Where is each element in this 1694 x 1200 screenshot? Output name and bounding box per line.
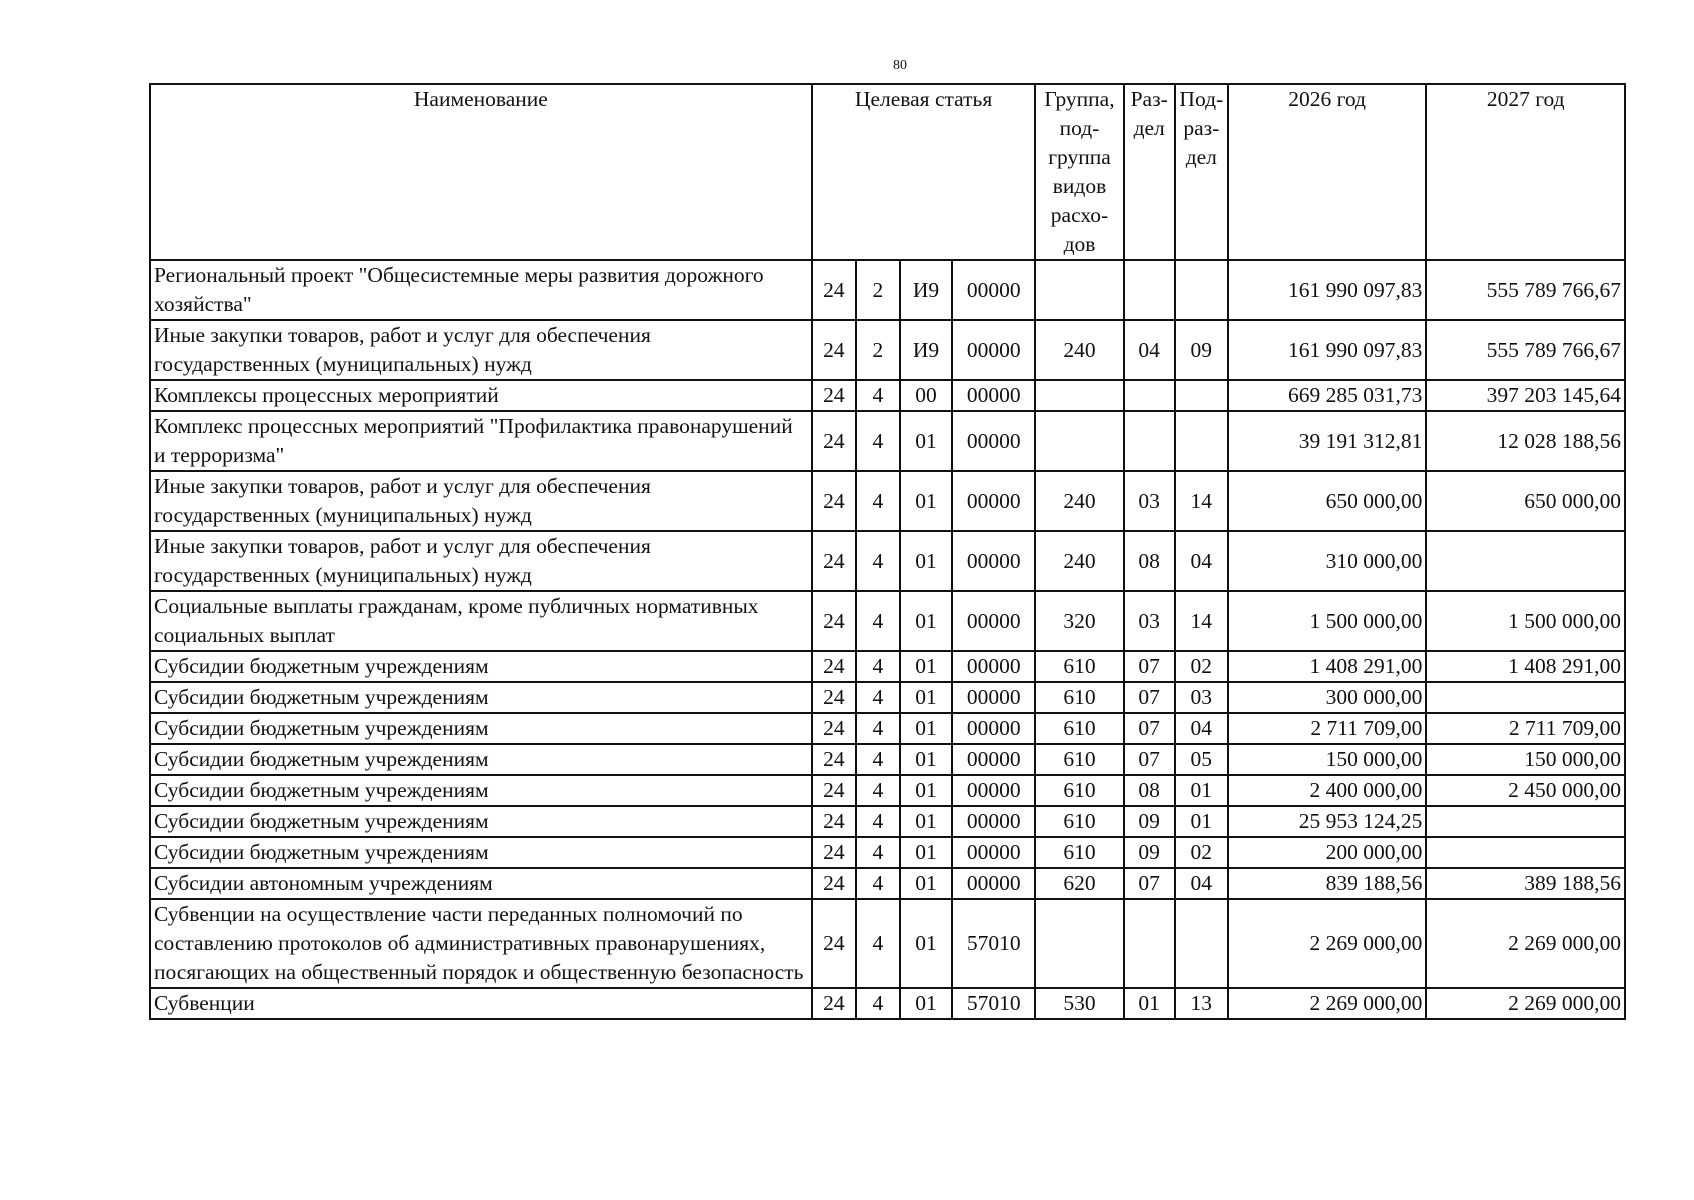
- row-amount-2027: 150 000,00: [1426, 744, 1625, 775]
- table-row: [150, 988, 1625, 1019]
- row-target-subprogram: 4: [856, 682, 900, 713]
- table-row: [150, 713, 1625, 744]
- row-name: Субсидии бюджетным учреждениям: [150, 837, 812, 868]
- row-amount-2026: 839 188,56: [1228, 868, 1427, 899]
- row-amount-2027: 2 269 000,00: [1426, 899, 1625, 988]
- row-target-event: И9: [900, 320, 952, 380]
- row-target-program: 24: [812, 380, 856, 411]
- page-number: 80: [893, 58, 907, 73]
- row-target-event: 01: [900, 591, 952, 651]
- row-amount-2026: 39 191 312,81: [1228, 411, 1427, 471]
- table-row: [150, 320, 1625, 380]
- row-target-subprogram: 4: [856, 591, 900, 651]
- row-name: Иные закупки товаров, работ и услуг для обеспечения государственных (муниципальных) нужд: [150, 531, 812, 591]
- row-amount-2027: [1426, 531, 1625, 591]
- row-target-subprogram: 4: [856, 411, 900, 471]
- row-target-direction: 57010: [952, 899, 1035, 988]
- row-expense-group: 610: [1035, 651, 1123, 682]
- row-section: 03: [1124, 591, 1175, 651]
- row-amount-2027: [1426, 837, 1625, 868]
- row-subsection: 02: [1175, 837, 1228, 868]
- row-subsection: 14: [1175, 471, 1228, 531]
- row-amount-2026: 161 990 097,83: [1228, 320, 1427, 380]
- table-row: [150, 744, 1625, 775]
- row-target-direction: 00000: [952, 411, 1035, 471]
- row-target-direction: 00000: [952, 806, 1035, 837]
- row-expense-group: 620: [1035, 868, 1123, 899]
- row-target-subprogram: 2: [856, 320, 900, 380]
- row-target-direction: 00000: [952, 682, 1035, 713]
- row-amount-2026: 300 000,00: [1228, 682, 1427, 713]
- row-target-event: 01: [900, 806, 952, 837]
- header-2026: 2026 год: [1228, 84, 1427, 260]
- row-subsection: 04: [1175, 531, 1228, 591]
- table-row: [150, 899, 1625, 988]
- row-expense-group: 610: [1035, 837, 1123, 868]
- table-row: [150, 868, 1625, 899]
- row-name: Иные закупки товаров, работ и услуг для обеспечения государственных (муниципальных) нужд: [150, 320, 812, 380]
- row-target-event: 01: [900, 744, 952, 775]
- row-target-program: 24: [812, 591, 856, 651]
- row-target-subprogram: 4: [856, 713, 900, 744]
- row-section: 07: [1124, 651, 1175, 682]
- row-target-event: 01: [900, 651, 952, 682]
- row-expense-group: 320: [1035, 591, 1123, 651]
- row-amount-2026: 161 990 097,83: [1228, 260, 1427, 320]
- row-target-direction: 00000: [952, 320, 1035, 380]
- table-row: [150, 775, 1625, 806]
- row-subsection: [1175, 260, 1228, 320]
- row-section: 08: [1124, 531, 1175, 591]
- row-target-event: 01: [900, 471, 952, 531]
- row-target-program: 24: [812, 320, 856, 380]
- table-row: [150, 591, 1625, 651]
- row-expense-group: 610: [1035, 775, 1123, 806]
- row-target-direction: 00000: [952, 775, 1035, 806]
- row-target-subprogram: 4: [856, 988, 900, 1019]
- row-subsection: 05: [1175, 744, 1228, 775]
- header-2027: 2027 год: [1426, 84, 1625, 260]
- row-name: Субсидии бюджетным учреждениям: [150, 651, 812, 682]
- row-section: 09: [1124, 837, 1175, 868]
- row-amount-2027: 397 203 145,64: [1426, 380, 1625, 411]
- row-amount-2026: 650 000,00: [1228, 471, 1427, 531]
- row-target-program: 24: [812, 260, 856, 320]
- table-row: [150, 837, 1625, 868]
- row-target-program: 24: [812, 411, 856, 471]
- row-amount-2026: 310 000,00: [1228, 531, 1427, 591]
- table-row: [150, 380, 1625, 411]
- table-row: [150, 806, 1625, 837]
- table-row: [150, 411, 1625, 471]
- row-name: Субвенции на осуществление части переданных полномочий по составлению протоколов об административных правонарушениях, посягающих на общественный порядок и общественную безопасность: [150, 899, 812, 988]
- row-amount-2027: 555 789 766,67: [1426, 320, 1625, 380]
- row-expense-group: 530: [1035, 988, 1123, 1019]
- row-section: 07: [1124, 682, 1175, 713]
- row-amount-2027: 2 269 000,00: [1426, 988, 1625, 1019]
- row-section: [1124, 411, 1175, 471]
- row-target-event: 01: [900, 837, 952, 868]
- row-amount-2026: 200 000,00: [1228, 837, 1427, 868]
- row-target-event: 01: [900, 531, 952, 591]
- row-subsection: 01: [1175, 806, 1228, 837]
- table-row: [150, 682, 1625, 713]
- row-expense-group: [1035, 411, 1123, 471]
- row-subsection: 04: [1175, 713, 1228, 744]
- row-amount-2027: [1426, 806, 1625, 837]
- row-amount-2026: 2 269 000,00: [1228, 988, 1427, 1019]
- row-expense-group: 240: [1035, 471, 1123, 531]
- row-section: [1124, 380, 1175, 411]
- header-section: Раз- дел: [1124, 84, 1175, 260]
- header-group: Группа, под- группа видов расхо- дов: [1035, 84, 1123, 260]
- row-amount-2026: 2 711 709,00: [1228, 713, 1427, 744]
- row-subsection: 02: [1175, 651, 1228, 682]
- row-target-direction: 00000: [952, 531, 1035, 591]
- row-amount-2027: 1 500 000,00: [1426, 591, 1625, 651]
- row-name: Субсидии бюджетным учреждениям: [150, 744, 812, 775]
- row-target-subprogram: 4: [856, 744, 900, 775]
- row-name: Комплексы процессных мероприятий: [150, 380, 812, 411]
- row-name: Региональный проект "Общесистемные меры развития дорожного хозяйства": [150, 260, 812, 320]
- row-target-direction: 00000: [952, 744, 1035, 775]
- row-target-subprogram: 2: [856, 260, 900, 320]
- row-target-direction: 00000: [952, 651, 1035, 682]
- row-target-program: 24: [812, 868, 856, 899]
- table-row: [150, 531, 1625, 591]
- row-target-direction: 57010: [952, 988, 1035, 1019]
- row-section: 09: [1124, 806, 1175, 837]
- row-subsection: 01: [1175, 775, 1228, 806]
- row-target-subprogram: 4: [856, 806, 900, 837]
- row-expense-group: 610: [1035, 682, 1123, 713]
- header-name: Наименование: [150, 84, 812, 260]
- row-expense-group: 240: [1035, 531, 1123, 591]
- row-target-direction: 00000: [952, 868, 1035, 899]
- row-target-direction: 00000: [952, 591, 1035, 651]
- row-target-program: 24: [812, 837, 856, 868]
- row-subsection: [1175, 899, 1228, 988]
- row-expense-group: 240: [1035, 320, 1123, 380]
- row-subsection: 04: [1175, 868, 1228, 899]
- row-target-event: 01: [900, 682, 952, 713]
- row-target-program: 24: [812, 744, 856, 775]
- row-expense-group: 610: [1035, 713, 1123, 744]
- row-amount-2026: 25 953 124,25: [1228, 806, 1427, 837]
- row-amount-2027: 389 188,56: [1426, 868, 1625, 899]
- row-target-event: 01: [900, 411, 952, 471]
- row-section: [1124, 899, 1175, 988]
- table-row: [150, 260, 1625, 320]
- header-target: Целевая статья: [812, 84, 1036, 260]
- row-target-program: 24: [812, 775, 856, 806]
- row-target-event: 01: [900, 868, 952, 899]
- row-subsection: 13: [1175, 988, 1228, 1019]
- row-target-program: 24: [812, 682, 856, 713]
- table-header-row: [150, 84, 1625, 260]
- row-amount-2026: 2 400 000,00: [1228, 775, 1427, 806]
- row-target-event: 01: [900, 988, 952, 1019]
- row-name: Субсидии бюджетным учреждениям: [150, 713, 812, 744]
- row-name: Субвенции: [150, 988, 812, 1019]
- row-target-subprogram: 4: [856, 868, 900, 899]
- row-expense-group: [1035, 899, 1123, 988]
- row-section: 03: [1124, 471, 1175, 531]
- row-amount-2026: 1 408 291,00: [1228, 651, 1427, 682]
- row-amount-2027: 650 000,00: [1426, 471, 1625, 531]
- row-expense-group: 610: [1035, 744, 1123, 775]
- row-target-event: И9: [900, 260, 952, 320]
- row-amount-2027: [1426, 682, 1625, 713]
- row-target-direction: 00000: [952, 380, 1035, 411]
- table-row: [150, 651, 1625, 682]
- row-target-subprogram: 4: [856, 899, 900, 988]
- row-section: 07: [1124, 713, 1175, 744]
- row-target-direction: 00000: [952, 837, 1035, 868]
- row-name: Субсидии бюджетным учреждениям: [150, 682, 812, 713]
- row-expense-group: 610: [1035, 806, 1123, 837]
- row-target-direction: 00000: [952, 471, 1035, 531]
- row-amount-2026: 1 500 000,00: [1228, 591, 1427, 651]
- row-subsection: [1175, 411, 1228, 471]
- row-name: Субсидии автономным учреждениям: [150, 868, 812, 899]
- table-row: [150, 471, 1625, 531]
- row-expense-group: [1035, 380, 1123, 411]
- row-amount-2027: 2 450 000,00: [1426, 775, 1625, 806]
- row-name: Иные закупки товаров, работ и услуг для обеспечения государственных (муниципальных) нужд: [150, 471, 812, 531]
- row-section: 01: [1124, 988, 1175, 1019]
- row-amount-2026: 150 000,00: [1228, 744, 1427, 775]
- budget-table: [149, 83, 1626, 1020]
- row-amount-2026: 2 269 000,00: [1228, 899, 1427, 988]
- row-target-program: 24: [812, 713, 856, 744]
- row-target-event: 01: [900, 899, 952, 988]
- row-section: [1124, 260, 1175, 320]
- header-subsection: Под- раз- дел: [1175, 84, 1228, 260]
- row-expense-group: [1035, 260, 1123, 320]
- row-amount-2026: 669 285 031,73: [1228, 380, 1427, 411]
- row-section: 07: [1124, 868, 1175, 899]
- row-name: Комплекс процессных мероприятий "Профилактика правонарушений и терроризма": [150, 411, 812, 471]
- row-amount-2027: 12 028 188,56: [1426, 411, 1625, 471]
- row-target-subprogram: 4: [856, 837, 900, 868]
- row-name: Субсидии бюджетным учреждениям: [150, 775, 812, 806]
- row-target-program: 24: [812, 899, 856, 988]
- row-target-subprogram: 4: [856, 471, 900, 531]
- row-target-subprogram: 4: [856, 531, 900, 591]
- row-amount-2027: 555 789 766,67: [1426, 260, 1625, 320]
- row-name: Социальные выплаты гражданам, кроме публичных нормативных социальных выплат: [150, 591, 812, 651]
- row-section: 04: [1124, 320, 1175, 380]
- row-amount-2027: 1 408 291,00: [1426, 651, 1625, 682]
- row-subsection: [1175, 380, 1228, 411]
- row-target-program: 24: [812, 531, 856, 591]
- row-target-subprogram: 4: [856, 775, 900, 806]
- row-target-event: 00: [900, 380, 952, 411]
- row-target-program: 24: [812, 806, 856, 837]
- row-target-direction: 00000: [952, 260, 1035, 320]
- row-subsection: 14: [1175, 591, 1228, 651]
- row-target-subprogram: 4: [856, 380, 900, 411]
- row-target-event: 01: [900, 775, 952, 806]
- row-amount-2027: 2 711 709,00: [1426, 713, 1625, 744]
- row-section: 07: [1124, 744, 1175, 775]
- row-section: 08: [1124, 775, 1175, 806]
- row-target-program: 24: [812, 988, 856, 1019]
- row-name: Субсидии бюджетным учреждениям: [150, 806, 812, 837]
- row-target-subprogram: 4: [856, 651, 900, 682]
- row-target-program: 24: [812, 471, 856, 531]
- row-target-direction: 00000: [952, 713, 1035, 744]
- row-target-event: 01: [900, 713, 952, 744]
- row-subsection: 03: [1175, 682, 1228, 713]
- row-subsection: 09: [1175, 320, 1228, 380]
- row-target-program: 24: [812, 651, 856, 682]
